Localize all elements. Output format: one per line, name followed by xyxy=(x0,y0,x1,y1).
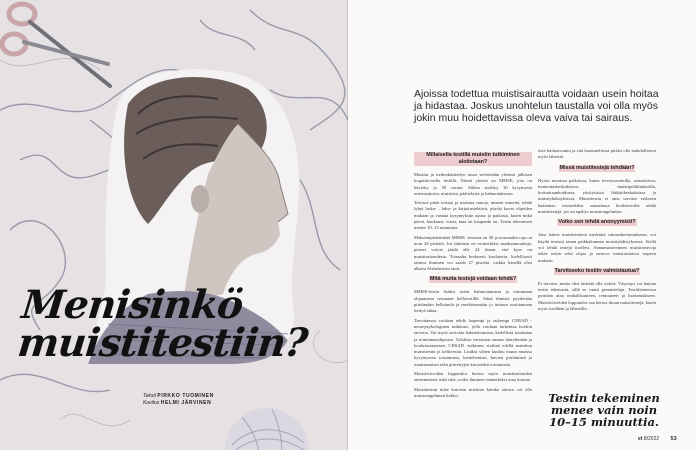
body-paragraph: tiste haittaavuutta ja sitä haastatellessa pitäisi olla mahdollisesti myös läheistä. xyxy=(538,148,656,160)
body-paragraph: Testissä pitää toistaa ja muistaa sanoja, nimetä esineitä, tehdä lyhyt lasku- , luku- ja kirjoitustehtävä, piirtää kuvio ohjeiden mukaan ja vastata kysymyksiin ajasta ja paikasta, kuten mikä päivä, kuukausi, vuosi, maa tai kaupunki on. Testin tekeminen menee 10–15 minuuttia. xyxy=(414,200,532,231)
byline-photo-label: Kuvitus xyxy=(143,399,160,406)
text-column-1 xyxy=(414,148,532,402)
body-paragraph: Ei tarvitse, mutta olisi tärkeää olla virkeä. Väsymys voi haitata testin tekemistä, sillä se vaatii ponnisteluja. Testitilanteessa pyritään aina rauhallisuuteen, rentouteen ja luottamukseen. Muistiviiveiden lopputulos saa kertoa ilman muistitestejä, kuten myös itsellään ja läheisille. xyxy=(538,280,656,312)
subheading: Millaisella testillä muistin tutkiminen aloitetaan? xyxy=(414,152,532,166)
subheading: Tarvitseeko testiin valmistautua? xyxy=(554,267,640,274)
byline-photo-name: HELMI JÄRVINEN xyxy=(160,399,212,406)
page-folio xyxy=(638,436,677,442)
headline-line-1: Menisinkö xyxy=(19,282,245,328)
headline-line-2: muistitestiin? xyxy=(15,320,310,366)
body-paragraph: Muistin ja tiedonkäsittelyn tasoa selvitetään yleensä julkisen kognitiivisella testillä. Näistä yleisin on MMSE, jota on käytetty jo 50 vuotta. Siihen sisältyy 30 kysymystä orientaatiosta, muistista, päättelystä ja hahmotuksesta. xyxy=(414,172,532,196)
byline xyxy=(143,393,253,406)
body-paragraph: Muistiviivoiden lopputulos kertoo myös muistisairauden etenemisestä sekä siitä, voiko ihminen esimerkiksi asua kotona. xyxy=(414,371,532,383)
body-paragraph: Maksimipistemäärä MMSE -testissä on 30 ja normaalin raja on noin 24 pistettä. Jos ihminen on esimerkiksi maahanmuuttaja, pisteet voivat jäädä alle 24 ilman, että kyse on muistisairaudesta. Toisaalta korkeasti koulutettu, kielellisesti taitava ihminen voi saada 27 pistettä, vaikka hänellä olisi alkava Alzheimerin tauti. xyxy=(414,234,532,272)
subheading: Mitä muita testejä voidaan tehdä? xyxy=(429,276,517,283)
body-paragraph: Joist hakea muistitestissä merkintä sairauskertomukseen, voi käydä testissä oman paikkakunnan muistiyhdistyksessä. Siellä voi tehdä testejä itsellesi. Annamuistenimen muistineuvoja tekee testin sekä ohjaa ja neuvoo muistiasioissa tarpeen mukaan. xyxy=(538,232,656,263)
article-headline xyxy=(15,282,344,366)
magazine-name: et xyxy=(638,436,643,442)
issue-number: 8/2022 xyxy=(643,436,660,442)
text-column-2 xyxy=(538,148,656,315)
pull-quote: Testin tekeminen menee vain noin 10–15 minuuttia. xyxy=(548,391,660,429)
lead-paragraph: Ajoissa todettua muistisairautta voidaan usein hoitaa ja hidastaa. Joskus unohtelun taustalla voi olla myös jokin muu hoidettavissa oleva vaiva tai sairaus. xyxy=(414,88,659,124)
body-paragraph: Hyvin monissa paikoissa, kuten terveysasemilla, sairaaloissa, kuntoutuskeskuksissa, muistipoliklinikoilla, kotisairaanhoidossa, yksityisissä lääkärikeskuksissa ja muistiyhdistyksissä. Muistitestin ei aina tarvitse erikseen hakeutua; esimerkiksi sairaalassa hoidettavalle tehdä muistitestejä, jos on epäilys muistiongelmista. xyxy=(538,177,656,215)
body-paragraph: MMSE-testin lisäksi usein hahmottamista ja toiminnan ohjaamista testataan kellotestillä. Siinä ihmisiä pyydetään piirtämään kellotaulu ja merkitsemään jo tuttuun osoittamaan tiettyä aikaa. xyxy=(414,289,532,314)
right-page xyxy=(348,0,696,450)
body-paragraph: Muistitestiin tulee kotoisin miettien kuinka taitava voi olla muistiongelmien lisäksi. xyxy=(414,386,532,398)
byline-text-label: Teksti xyxy=(143,393,156,399)
byline-text-name: PIRKKO TUOMINEN xyxy=(157,393,214,399)
subheading: Missä muistitestejä tehdään? xyxy=(559,164,635,171)
subheading: Voiko sen tehdä anonyymisti? xyxy=(558,219,636,226)
page-number: 53 xyxy=(670,436,677,442)
byline-photo xyxy=(143,400,253,407)
body-paragraph: Tarvittaessa voidaan tehdä laajempi ja tarkempi CERAD -neuropsykologinen tutkimus, jolla voidaan tarkentaa hoidon tarvetta. Voi myös arvioida hahmottamista, kielellistä toimintaa ja toiminnanohjausta. Tuloksia verrataan omaan ikäryhmään ja koulutustaustaan. CERAD -tutkimus sisältää edellä mainitun muistitestin ja kellotestin. Lisäksi siihen kuuluu muun muassa kysymysten toistamista, luettelemista, kuvien piirtämistä ja tunnistamista sekä piirrettyjen kuvioiden toistamista. xyxy=(414,317,532,367)
